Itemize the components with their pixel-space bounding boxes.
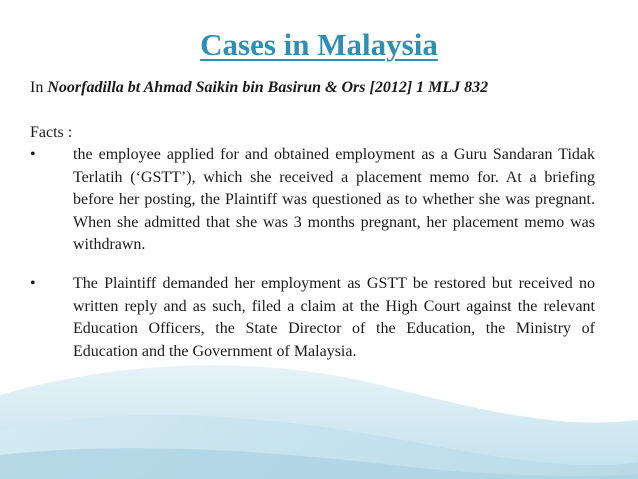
bullet-text: the employee applied for and obtained employment as a Guru Sandaran Tidak Terlatih (‘GSTT’), which she received a placement memo for. At a briefing before her posting, the Plaintiff was questioned as to whether she was pregnant. When she admitted that she was 3 months pregnant, her placement memo was withdrawn. [73,146,595,253]
slide-title: Cases in Malaysia [200,27,438,62]
case-citation [30,78,620,98]
bullet-item [30,144,595,257]
citation-prefix: In [30,79,48,96]
bullet-marker: • [30,275,36,292]
facts-heading: Facts : [30,124,73,141]
bullet-item [30,273,595,363]
bullet-marker: • [30,146,36,163]
case-name: Noorfadilla bt Ahmad Saikin bin Basirun & Ors [2012] 1 MLJ 832 [47,79,489,96]
bullet-text: The Plaintiff demanded her employment as GSTT be restored but received no written reply and as such, filed a claim at the High Court against the relevant Education Officers, the State Director of the Education, the Ministry of Education and the Government of Malaysia. [73,275,595,360]
